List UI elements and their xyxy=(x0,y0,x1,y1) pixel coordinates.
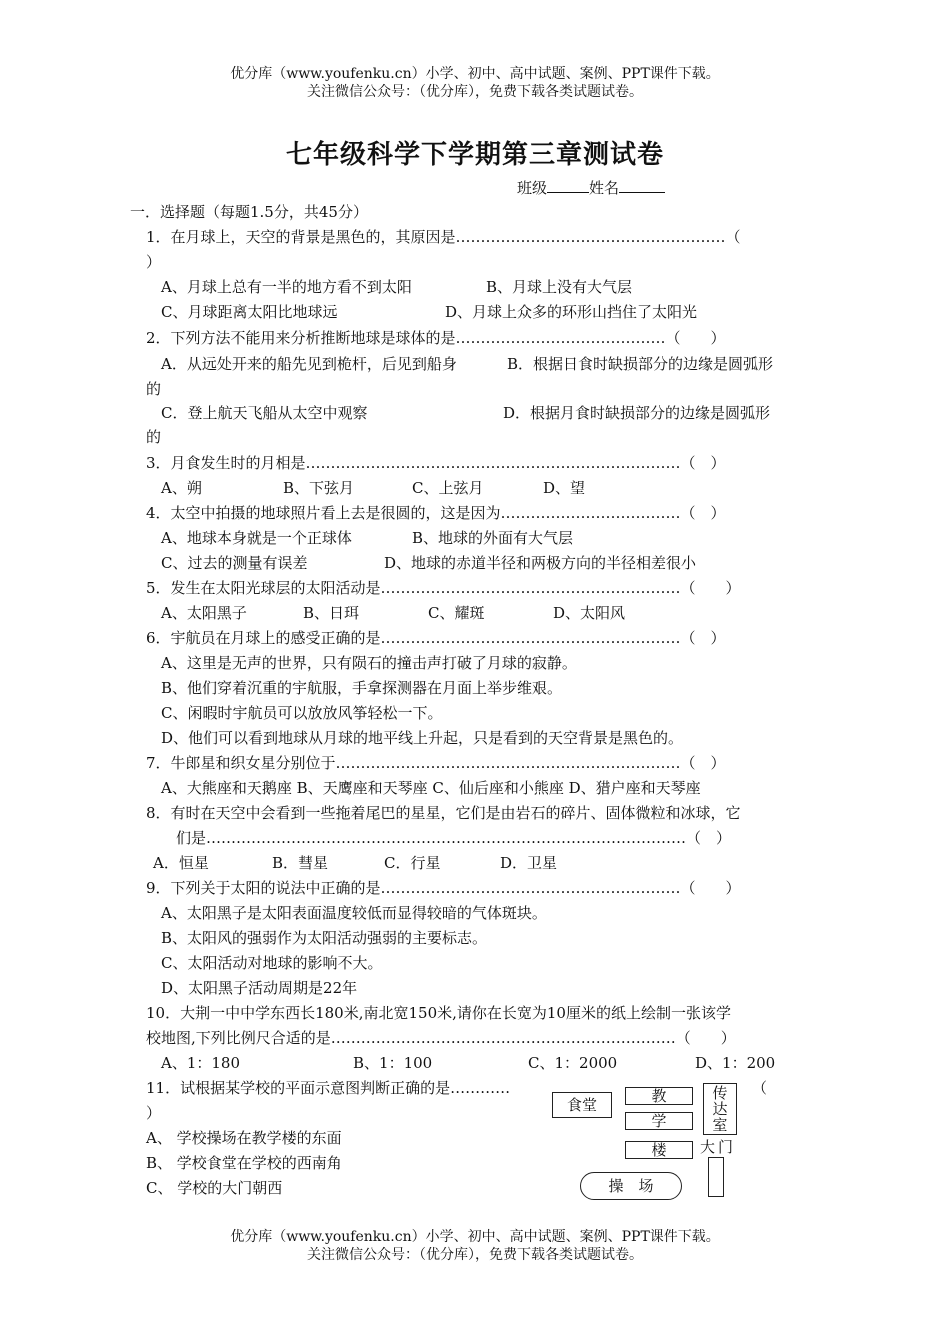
q4-option-c: C、过去的测量有误差 xyxy=(161,554,308,572)
q1-option-d: D、月球上众多的环形山挡住了太阳光 xyxy=(445,303,698,321)
q5-option-d: D、太阳风 xyxy=(553,604,626,622)
class-name-line xyxy=(517,177,665,198)
q11-option-b: B、 学校食堂在学校的西南角 xyxy=(146,1154,342,1172)
q9-option-c: C、太阳活动对地球的影响不大。 xyxy=(161,954,383,972)
q7-options: A、大熊座和天鹅座 B、天鹰座和天琴座 C、仙后座和小熊座 D、猎户座和天琴座 xyxy=(161,779,701,797)
question-8: 8．有时在天空中会看到一些拖着尾巴的星星，它们是由岩石的碎片、固体微粒和冰球，它 xyxy=(146,804,741,822)
diagram-teaching-2: 学 xyxy=(625,1112,693,1130)
footer-line-1: 优分库（www.youfenku.cn）小学、初中、高中试题、案例、PPT课件下载。 xyxy=(230,1229,720,1245)
diagram-teaching-1: 教 xyxy=(625,1087,693,1105)
diagram-gatehouse xyxy=(703,1083,737,1135)
gatehouse-char-1: 传 xyxy=(712,1084,728,1102)
q6-option-c: C、闲暇时宇航员可以放放风筝轻松一下。 xyxy=(161,704,443,722)
q6-option-d: D、他们可以看到地球从月球的地平线上升起，只是看到的天空背景是黑色的。 xyxy=(161,729,684,747)
question-11: 11．试根据某学校的平面示意图判断正确的是………… xyxy=(146,1079,511,1097)
q5-option-b: B、日珥 xyxy=(303,604,360,622)
q10-option-c: C、1：2000 xyxy=(528,1054,618,1072)
name-blank xyxy=(619,178,665,193)
question-9: 9．下列关于太阳的说法中正确的是……………………………………………………（ ） xyxy=(146,879,741,897)
q8-option-d: D．卫星 xyxy=(500,854,558,872)
q8-option-a: A．恒星 xyxy=(153,854,209,872)
q4-option-d: D、地球的赤道半径和两极方向的半径相差很小 xyxy=(384,554,697,572)
question-10: 10．大荆一中中学东西长180米,南北宽150米,请你在长宽为10厘米的纸上绘制一张该学 xyxy=(146,1004,731,1022)
q3-option-b: B、下弦月 xyxy=(283,479,355,497)
diagram-playground: 操 场 xyxy=(580,1172,682,1200)
q2-option-c: C．登上航天飞船从太空中观察 xyxy=(161,404,368,422)
question-2: 2．下列方法不能用来分析推断地球是球体的是……………………………………（ ） xyxy=(146,329,726,347)
header-line-2: 关注微信公众号：（优分库），免费下载各类试题试卷。 xyxy=(307,84,643,100)
question-1-paren: ） xyxy=(146,253,162,271)
q2-option-a: A．从远处开来的船先见到桅杆，后见到船身 xyxy=(161,355,457,373)
q2-option-d: D．根据月食时缺损部分的边缘是圆弧形 xyxy=(503,404,771,422)
q10-option-b: B、1：100 xyxy=(353,1054,433,1072)
q4-option-a: A、地球本身就是一个正球体 xyxy=(161,529,352,547)
q3-option-a: A、朔 xyxy=(161,479,202,497)
question-1: 1．在月球上，天空的背景是黑色的，其原因是………………………………………………（ xyxy=(146,228,741,246)
diagram-canteen: 食堂 xyxy=(552,1092,612,1118)
header-line-1: 优分库（www.youfenku.cn）小学、初中、高中试题、案例、PPT课件下载。 xyxy=(230,66,720,82)
footer-line-2: 关注微信公众号：（优分库），免费下载各类试题试卷。 xyxy=(307,1247,643,1263)
q9-option-d: D、太阳黑子活动周期是22年 xyxy=(161,979,358,997)
class-label: 班级 xyxy=(517,179,548,197)
question-7: 7．牛郎星和织女星分别位于……………………………………………………………（ ） xyxy=(146,754,726,772)
q3-option-c: C、上弦月 xyxy=(412,479,484,497)
name-label: 姓名 xyxy=(589,179,620,197)
q3-option-d: D、望 xyxy=(543,479,586,497)
q8-option-b: B．彗星 xyxy=(272,854,329,872)
q11-option-c: C、 学校的大门朝西 xyxy=(146,1179,283,1197)
q9-option-b: B、太阳风的强弱作为太阳活动强弱的主要标志。 xyxy=(161,929,488,947)
q5-option-c: C、耀斑 xyxy=(428,604,485,622)
gatehouse-char-3: 室 xyxy=(712,1116,728,1134)
question-4: 4．太空中拍摄的地球照片看上去是很圆的，这是因为………………………………（ ） xyxy=(146,504,726,522)
section-heading: 一．选择题（每题1.5分，共45分） xyxy=(130,203,368,221)
question-11-paren-open: （ xyxy=(752,1079,768,1097)
question-10-cont: 校地图,下列比例尺合适的是……………………………………………………………（ ） xyxy=(146,1029,736,1047)
q1-option-c: C、月球距离太阳比地球远 xyxy=(161,303,338,321)
q5-option-a: A、太阳黑子 xyxy=(161,604,247,622)
q1-option-a: A、月球上总有一半的地方看不到太阳 xyxy=(161,278,412,296)
gatehouse-char-2: 达 xyxy=(712,1100,728,1118)
q10-option-a: A、1：180 xyxy=(161,1054,241,1072)
class-blank xyxy=(547,178,589,193)
q2-option-b: B．根据日食时缺损部分的边缘是圆弧形 xyxy=(507,355,774,373)
question-8-cont: 们是……………………………………………………………………………………（ ） xyxy=(176,829,732,847)
question-5: 5．发生在太阳光球层的太阳活动是……………………………………………………（ ） xyxy=(146,579,741,597)
question-11-paren-close: ） xyxy=(146,1104,162,1122)
q6-option-a: A、这里是无声的世界，只有陨石的撞击声打破了月球的寂静。 xyxy=(161,654,577,672)
q4-option-b: B、地球的外面有大气层 xyxy=(412,529,574,547)
q8-option-c: C．行星 xyxy=(384,854,441,872)
q2-cd-tail: 的 xyxy=(146,428,162,446)
q10-option-d: D、1：200 xyxy=(695,1054,776,1072)
diagram-teaching-3: 楼 xyxy=(625,1141,693,1159)
question-6: 6．宇航员在月球上的感受正确的是……………………………………………………（ ） xyxy=(146,629,726,647)
q9-option-a: A、太阳黑子是太阳表面温度较低而显得较暗的气体斑块。 xyxy=(161,904,547,922)
page-title: 七年级科学下学期第三章测试卷 xyxy=(285,140,664,170)
q1-option-b: B、月球上没有大气层 xyxy=(486,278,633,296)
q2-ab-tail: 的 xyxy=(146,380,162,398)
diagram-gate-label: 大门 xyxy=(700,1138,737,1156)
diagram-gate-post xyxy=(708,1157,724,1197)
q11-option-a: A、 学校操场在教学楼的东面 xyxy=(146,1129,342,1147)
question-3: 3．月食发生时的月相是…………………………………………………………………（ ） xyxy=(146,454,726,472)
q6-option-b: B、他们穿着沉重的宇航服，手拿探测器在月面上举步维艰。 xyxy=(161,679,563,697)
